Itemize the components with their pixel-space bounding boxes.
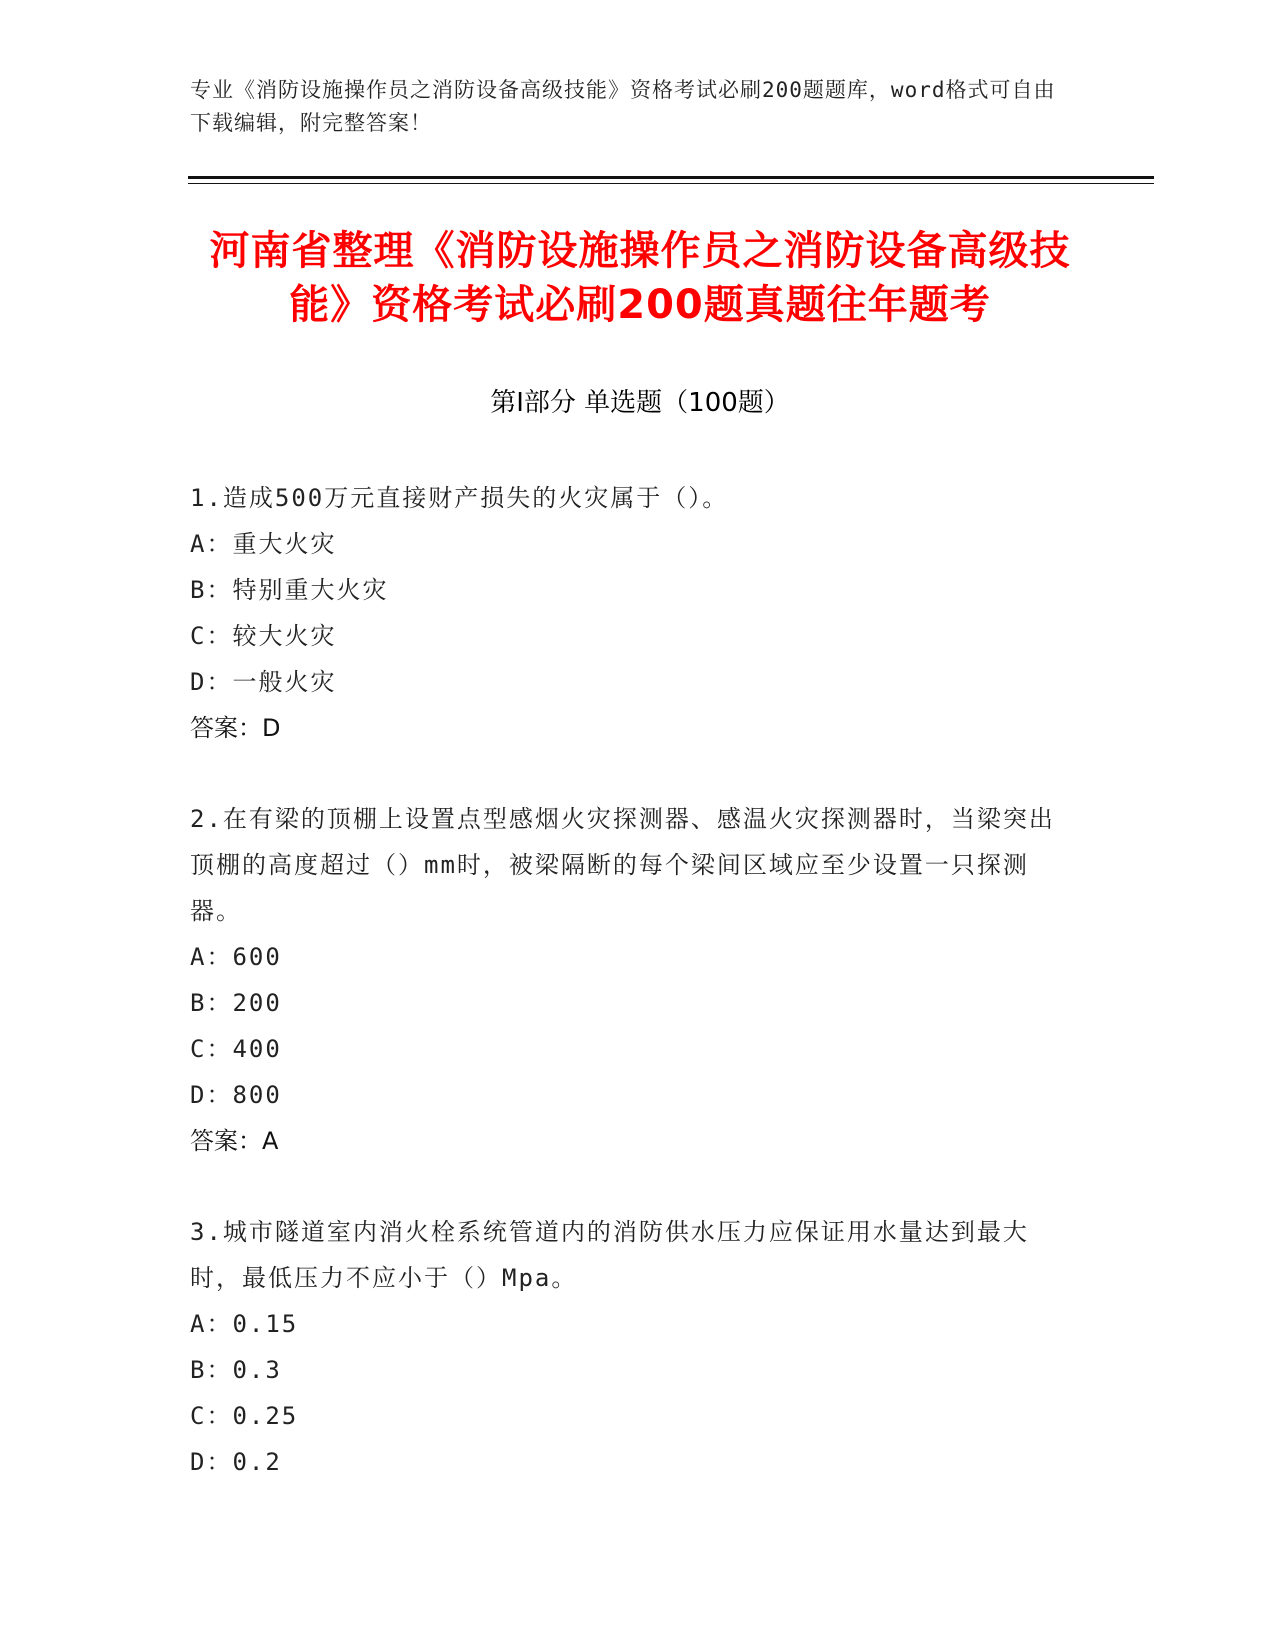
header-note: 专业《消防设施操作员之消防设备高级技能》资格考试必刷200题题库，word格式可自由下载编辑，附完整答案！ — [190, 78, 1056, 135]
question-stem: 3.城市隧道室内消火栓系统管道内的消防供水压力应保证用水量达到最大时，最低压力不应小于（）Mpa。 — [190, 1218, 1029, 1292]
option-d: D：一般火灾 — [190, 668, 337, 696]
option-d: D：800 — [190, 1081, 282, 1109]
question-3 — [190, 1209, 1070, 1485]
option-a: A：0.15 — [190, 1310, 299, 1338]
option-a: A：600 — [190, 943, 282, 971]
document-title: 河南省整理《消防设施操作员之消防设备高级技能》资格考试必刷200题真题往年题考 — [209, 228, 1071, 328]
question-stem: 1.造成500万元直接财产损失的火灾属于（）。 — [190, 484, 729, 512]
option-b: B：特别重大火灾 — [190, 576, 389, 604]
question-1 — [190, 475, 1070, 751]
option-c: C：较大火灾 — [190, 622, 337, 650]
header-divider-thick — [188, 176, 1154, 179]
answer: 答案：A — [190, 1127, 279, 1155]
section-title: 第Ⅰ部分 单选题（100题） — [490, 388, 790, 418]
option-b: B：0.3 — [190, 1356, 282, 1384]
option-b: B：200 — [190, 989, 282, 1017]
option-a: A：重大火灾 — [190, 530, 337, 558]
question-list — [190, 475, 1070, 1530]
option-c: C：0.25 — [190, 1402, 299, 1430]
question-stem: 2.在有梁的顶棚上设置点型感烟火灾探测器、感温火灾探测器时，当梁突出顶棚的高度超过（）mm时，被梁隔断的每个梁间区域应至少设置一只探测器。 — [190, 805, 1055, 925]
question-2 — [190, 796, 1070, 1164]
header-divider-thin — [188, 183, 1154, 184]
option-c: C：400 — [190, 1035, 282, 1063]
answer: 答案：D — [190, 714, 281, 742]
option-d: D：0.2 — [190, 1448, 282, 1476]
